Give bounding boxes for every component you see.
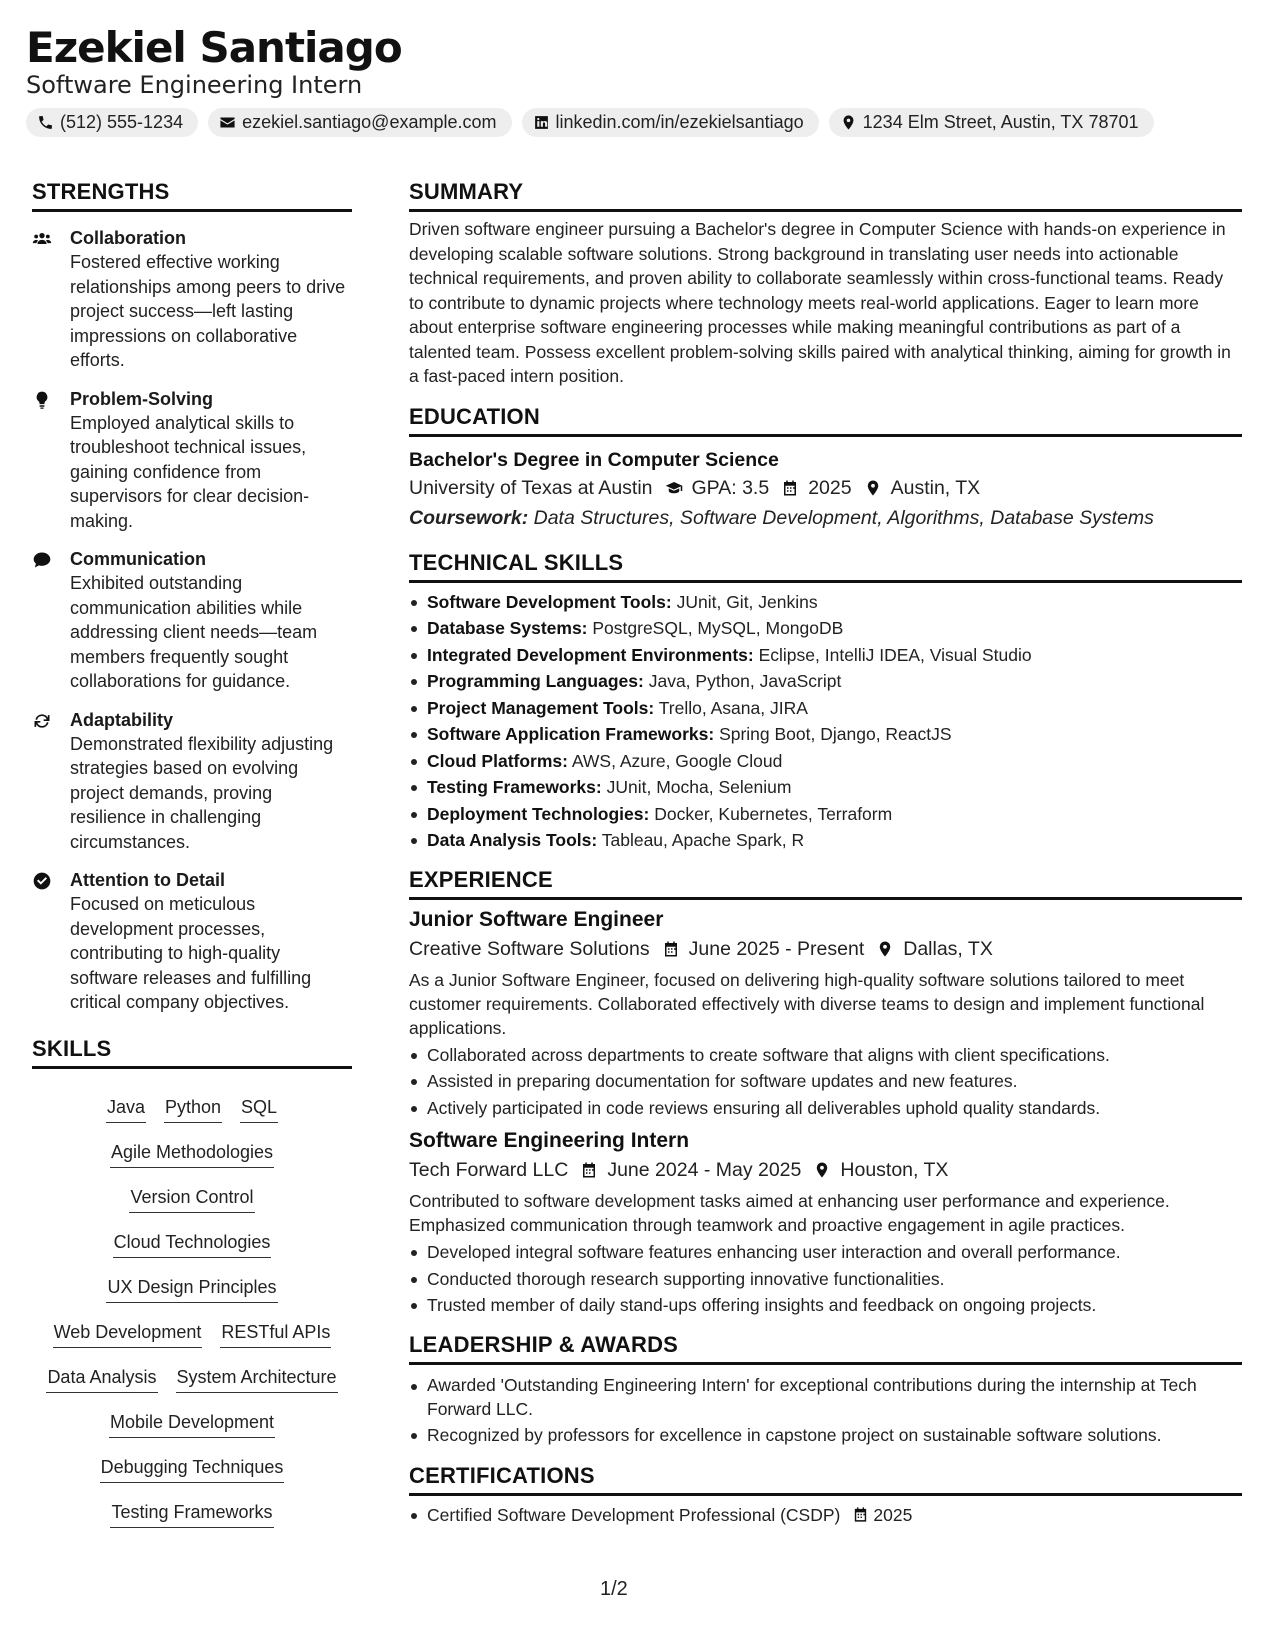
strength-desc: Exhibited outstanding communication abilities while addressing client needs—team members frequently sought collaborations for guidance. <box>70 573 318 691</box>
users-icon <box>32 229 52 249</box>
list-item <box>409 695 1242 722</box>
list-item: Assisted in preparing documentation for software updates and new features. <box>409 1068 1242 1095</box>
comment-icon <box>32 550 52 570</box>
tech-skill-label: Deployment Technologies: <box>427 803 650 824</box>
job-description: Contributed to software development tasks aimed at enhancing user performance and experience. Emphasized communication through teamwork and proactive engagement in agile practices. <box>409 1191 1170 1235</box>
strength-item <box>32 226 352 373</box>
skill-tag: Version Control <box>129 1185 254 1213</box>
strength-title: Communication <box>70 549 207 569</box>
contact-phone-text: (512) 555-1234 <box>60 112 184 132</box>
certifications-heading: CERTIFICATIONS <box>409 1462 1242 1496</box>
skill-tag: UX Design Principles <box>106 1275 277 1303</box>
job-company: Tech Forward LLC <box>409 1159 569 1181</box>
leadership-list <box>409 1373 1242 1448</box>
list-item: Trusted member of daily stand-ups offering insights and feedback on ongoing projects. <box>409 1292 1242 1319</box>
list-item <box>409 748 1242 775</box>
tech-skill-value: Docker, Kubernetes, Terraform <box>654 803 893 824</box>
education-gpa: GPA: 3.5 <box>691 476 770 499</box>
strength-item <box>32 387 352 534</box>
strengths-heading: STRENGTHS <box>32 178 352 212</box>
calendar-icon <box>580 1161 598 1179</box>
education-coursework <box>409 503 1242 533</box>
list-item <box>409 721 1242 748</box>
list-item: Developed integral software features enhancing user interaction and overall performance. <box>409 1239 1242 1266</box>
education-heading: EDUCATION <box>409 403 1242 437</box>
page-number: 1/2 <box>600 1578 628 1600</box>
contact-email[interactable] <box>208 108 511 137</box>
summary-text: Driven software engineer pursuing a Bachelor's degree in Computer Science with hands-on experience in developing scalable software solutions. Strong background in translating user needs into actionable technical requirements, and proven ability to collaborate seamlessly within cross-functional teams. Ready to contribute to dynamic projects where technology meets real-world applications. Eager to learn more about enterprise software engineering processes while making meaningful contributions as part of a talented team. Possess excellent problem-solving skills paired with analytical thinking, aiming for growth in a fast-paced intern position. <box>409 219 1231 386</box>
tech-skill-value: Spring Boot, Django, ReactJS <box>719 724 952 744</box>
skills-row <box>32 1087 352 1132</box>
tech-skill-label: Database Systems: <box>427 618 588 638</box>
certification-name: Certified Software Development Professional (CSDP) <box>427 1504 841 1525</box>
skills-row <box>32 1492 352 1537</box>
strength-item <box>32 547 352 694</box>
map-pin-icon <box>864 479 882 497</box>
skill-tag: RESTful APIs <box>220 1320 331 1348</box>
calendar-icon <box>852 1506 869 1523</box>
job-description: As a Junior Software Engineer, focused on delivering high-quality software solutions tailored to meet customer requirements. Collaborated effectively with diverse teams to design and implement functional applications. <box>409 969 1205 1038</box>
lightbulb-icon <box>32 390 52 410</box>
tech-skill-value: JUnit, Git, Jenkins <box>676 591 818 612</box>
job-meta <box>409 934 1242 964</box>
tech-skill-label: Integrated Development Environments: <box>427 644 754 665</box>
tech-skill-value: Trello, Asana, JIRA <box>658 697 808 718</box>
skill-tag: Testing Frameworks <box>110 1500 273 1528</box>
right-column <box>409 178 1242 1528</box>
candidate-title: Software Engineering Intern <box>26 71 363 99</box>
job-meta <box>409 1155 1242 1185</box>
contact-email-text: ezekiel.santiago@example.com <box>242 112 497 132</box>
job-dates: June 2024 - May 2025 <box>607 1159 802 1181</box>
strength-title: Collaboration <box>70 228 186 248</box>
education-school: University of Texas at Austin <box>409 476 653 499</box>
job-title: Software Engineering Intern <box>409 1129 690 1152</box>
list-item <box>409 801 1242 828</box>
tech-skill-value: PostgreSQL, MySQL, MongoDB <box>592 618 844 638</box>
list-item: Actively participated in code reviews ensuring all deliverables uphold quality standards. <box>409 1095 1242 1122</box>
skills-row <box>32 1447 352 1492</box>
strength-title: Problem-Solving <box>70 388 214 409</box>
map-pin-icon <box>876 940 894 958</box>
strength-desc: Demonstrated flexibility adjusting strategies based on evolving project demands, proving resilience in challenging circumstances. <box>70 733 334 852</box>
list-item <box>409 615 1242 642</box>
certifications-list <box>409 1502 1242 1529</box>
tech-skill-label: Software Development Tools: <box>427 591 672 612</box>
strength-desc: Focused on meticulous development processes, contributing to high-quality software releases and fulfilling critical company objectives. <box>70 894 312 1012</box>
graduation-cap-icon <box>665 479 683 497</box>
tech-skill-value: Java, Python, JavaScript <box>648 671 842 691</box>
job-title: Junior Software Engineer <box>409 907 664 931</box>
strength-item <box>32 708 352 855</box>
skill-tag: Debugging Techniques <box>100 1455 285 1483</box>
list-item: Collaborated across departments to create software that aligns with client specifications. <box>409 1042 1242 1069</box>
strength-item <box>32 868 352 1015</box>
contact-linkedin-text: linkedin.com/in/ezekielsantiago <box>555 112 804 132</box>
skill-tag: Python <box>164 1095 222 1123</box>
job-entry <box>409 1127 1242 1319</box>
job-location: Dallas, TX <box>903 937 993 960</box>
job-company: Creative Software Solutions <box>409 937 650 960</box>
summary-heading: SUMMARY <box>409 178 1242 212</box>
education-meta <box>409 473 1242 503</box>
tech-skill-label: Testing Frameworks: <box>427 777 602 797</box>
skills-row <box>32 1402 352 1447</box>
strength-desc: Fostered effective working relationships among peers to drive project success—left lasting impressions on collaborative efforts. <box>70 252 346 370</box>
tech-skill-value: AWS, Azure, Google Cloud <box>571 750 783 771</box>
map-pin-icon <box>840 114 857 131</box>
skill-tag: Mobile Development <box>109 1410 275 1438</box>
skill-tag: System Architecture <box>176 1365 338 1393</box>
list-item: Awarded 'Outstanding Engineering Intern' for exceptional contributions during the internship at Tech Forward LLC. <box>409 1373 1242 1422</box>
contact-linkedin[interactable] <box>522 108 819 137</box>
skill-tag: Data Analysis <box>46 1365 157 1393</box>
contact-bar <box>26 108 1250 137</box>
skill-tag: SQL <box>240 1095 278 1123</box>
contact-address-text: 1234 Elm Street, Austin, TX 78701 <box>862 112 1139 132</box>
job-bullets <box>409 1239 1242 1319</box>
left-column <box>32 178 352 1537</box>
education-degree: Bachelor's Degree in Computer Science <box>409 448 779 471</box>
education-year: 2025 <box>808 476 852 499</box>
job-entry <box>409 906 1242 1122</box>
check-circle-icon <box>32 871 52 891</box>
contact-address[interactable] <box>829 108 1154 137</box>
strength-title: Attention to Detail <box>70 870 225 890</box>
map-pin-icon <box>813 1161 831 1179</box>
contact-phone[interactable] <box>26 108 198 137</box>
list-item <box>409 1502 1242 1529</box>
calendar-icon <box>662 940 680 958</box>
skill-tag: Agile Methodologies <box>110 1140 274 1168</box>
experience-heading: EXPERIENCE <box>409 866 1242 900</box>
job-bullets <box>409 1042 1242 1122</box>
skills-row <box>32 1267 352 1312</box>
skill-tag: Cloud Technologies <box>113 1230 272 1258</box>
coursework-list: Data Structures, Software Development, Algorithms, Database Systems <box>533 506 1154 529</box>
education-location: Austin, TX <box>890 476 981 499</box>
calendar-icon <box>781 479 799 497</box>
skills-row <box>32 1312 352 1357</box>
job-location: Houston, TX <box>840 1159 949 1181</box>
tech-skill-value: JUnit, Mocha, Selenium <box>606 777 792 797</box>
skills-row <box>32 1357 352 1402</box>
linkedin-icon <box>533 114 550 131</box>
envelope-icon <box>219 114 236 131</box>
skills-row <box>32 1132 352 1177</box>
candidate-name: Ezekiel Santiago <box>26 23 402 72</box>
technical-skills-list <box>409 589 1242 854</box>
coursework-label: Coursework: <box>409 506 529 529</box>
list-item <box>409 642 1242 669</box>
skills-row <box>32 1177 352 1222</box>
strength-desc: Employed analytical skills to troubleshoot technical issues, gaining confidence from supervisors for clear decision-making. <box>70 412 310 531</box>
leadership-heading: LEADERSHIP & AWARDS <box>409 1331 1242 1365</box>
list-item <box>409 668 1242 695</box>
skills-list <box>32 1087 352 1537</box>
tech-skill-label: Cloud Platforms: <box>427 750 568 771</box>
skills-row <box>32 1222 352 1267</box>
certification-year: 2025 <box>873 1504 913 1525</box>
tech-skill-value: Eclipse, IntelliJ IDEA, Visual Studio <box>758 644 1032 665</box>
list-item: Conducted thorough research supporting innovative functionalities. <box>409 1266 1242 1293</box>
skills-heading: SKILLS <box>32 1035 352 1069</box>
skill-tag: Web Development <box>53 1320 203 1348</box>
tech-skill-label: Project Management Tools: <box>427 697 655 718</box>
skill-tag: Java <box>106 1095 146 1123</box>
list-item <box>409 827 1242 854</box>
tech-skill-value: Tableau, Apache Spark, R <box>601 830 805 850</box>
list-item: Recognized by professors for excellence in capstone project on sustainable software solutions. <box>409 1422 1242 1448</box>
list-item <box>409 774 1242 801</box>
strength-title: Adaptability <box>70 709 174 730</box>
job-dates: June 2025 - Present <box>688 937 865 960</box>
tech-skill-label: Software Application Frameworks: <box>427 724 715 744</box>
tech-skill-label: Data Analysis Tools: <box>427 830 598 850</box>
phone-icon <box>37 114 54 131</box>
resume-header <box>26 22 1250 137</box>
list-item <box>409 589 1242 616</box>
tech-skill-label: Programming Languages: <box>427 671 644 691</box>
sync-icon <box>32 711 52 731</box>
technical-skills-heading: TECHNICAL SKILLS <box>409 549 1242 583</box>
